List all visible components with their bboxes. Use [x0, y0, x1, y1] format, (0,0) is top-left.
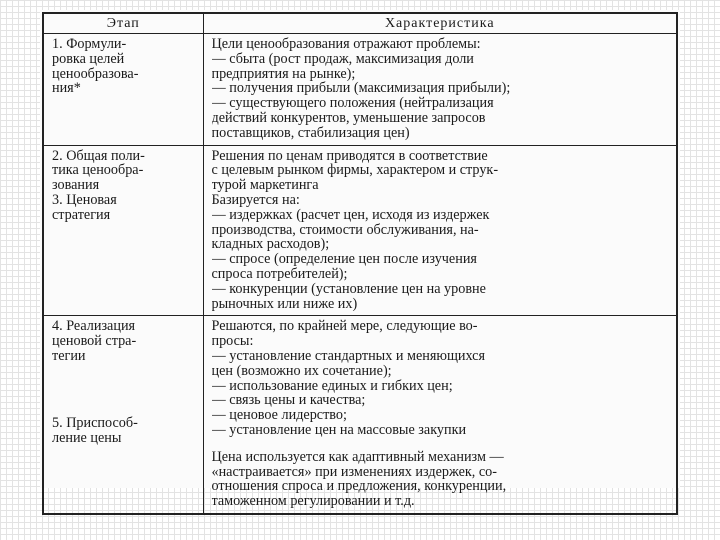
- stage-line: 1. Формули-: [52, 37, 127, 52]
- stage-cell: [43, 316, 203, 514]
- stage-line: ценовой стра-: [52, 334, 137, 349]
- text-line: — получения прибыли (максимизация прибыли);: [211, 81, 511, 97]
- text-line: Решаются, по крайней мере, следующие во-: [211, 319, 478, 335]
- text-line: предприятия на рынке);: [211, 66, 356, 82]
- text-line: спроса потребителей);: [211, 266, 348, 282]
- stage-line: тегии: [52, 348, 86, 364]
- text-line: рыночных или ниже их): [211, 296, 358, 312]
- text-line: Цена используется как адаптивный механизм —: [211, 449, 504, 465]
- characteristic-cell: [203, 316, 677, 514]
- stage-line: 2. Общая поли-: [52, 148, 145, 164]
- text-line: — установление цен на массовые закупки: [211, 422, 467, 438]
- text-line: цен (возможно их сочетание);: [211, 363, 392, 379]
- text-line: производства, стоимости обслуживания, на-: [211, 222, 479, 238]
- stage-line: ния*: [52, 81, 81, 97]
- pricing-stages-table: [42, 12, 678, 515]
- characteristic-cell: [203, 145, 677, 316]
- characteristic-cell: [203, 34, 677, 146]
- table-header-row: [43, 13, 677, 34]
- table-row: [43, 34, 677, 146]
- header-stage: Этап: [43, 13, 203, 34]
- stage-line: ценообразова-: [52, 66, 139, 82]
- text-line: Базируется на:: [211, 192, 300, 208]
- text-line: — использование единых и гибких цен;: [211, 378, 453, 394]
- text-line: действий конкурентов, уменьшение запросов: [211, 110, 486, 126]
- text-line: — спросе (определение цен после изучения: [211, 252, 477, 267]
- stage-line: стратегия: [52, 207, 111, 223]
- text-line: Решения по ценам приводятся в соответствие: [211, 148, 488, 164]
- table-row: [43, 316, 677, 514]
- stage-line: 5. Приспособ-: [52, 415, 138, 431]
- text-line: отношения спроса и предложения, конкуренции,: [211, 479, 507, 495]
- stage-line: тика ценообра-: [52, 163, 144, 179]
- text-line: просы:: [211, 334, 254, 349]
- text-line: — связь цены и качества;: [211, 393, 366, 409]
- stage-line: ровка целей: [52, 51, 125, 67]
- text-line: Цели ценообразования отражают проблемы:: [211, 37, 481, 52]
- text-line: кладных расходов);: [211, 237, 330, 253]
- text-line: — конкуренции (установление цен на уровне: [211, 281, 486, 297]
- stage-cell: [43, 145, 203, 316]
- text-line: — существующего положения (нейтрализация: [211, 96, 494, 111]
- stage-line: 3. Ценовая: [52, 192, 117, 208]
- text-line: — установление стандартных и меняющихся: [211, 348, 486, 364]
- text-line: — сбыта (рост продаж, максимизация доли: [211, 51, 474, 67]
- stage-line: 4. Реализация: [52, 319, 136, 335]
- stage-line: ление цены: [52, 430, 122, 446]
- text-line: поставщиков, стабилизация цен): [211, 125, 410, 141]
- text-line: «настраивается» при изменениях издержек, со-: [211, 464, 497, 480]
- header-characteristic: Характеристика: [203, 13, 677, 34]
- text-line: с целевым рынком фирмы, характером и струк-: [211, 163, 499, 179]
- stage-line: зования: [52, 178, 100, 193]
- scanned-table-page: [40, 10, 680, 509]
- text-line: таможенном регулировании и т.д.: [211, 494, 415, 509]
- table-row: [43, 145, 677, 316]
- stage-cell: [43, 34, 203, 146]
- text-line: — издержках (расчет цен, исходя из издержек: [211, 207, 490, 223]
- text-line: — ценовое лидерство;: [211, 408, 347, 423]
- text-line: турой маркетинга: [211, 178, 319, 193]
